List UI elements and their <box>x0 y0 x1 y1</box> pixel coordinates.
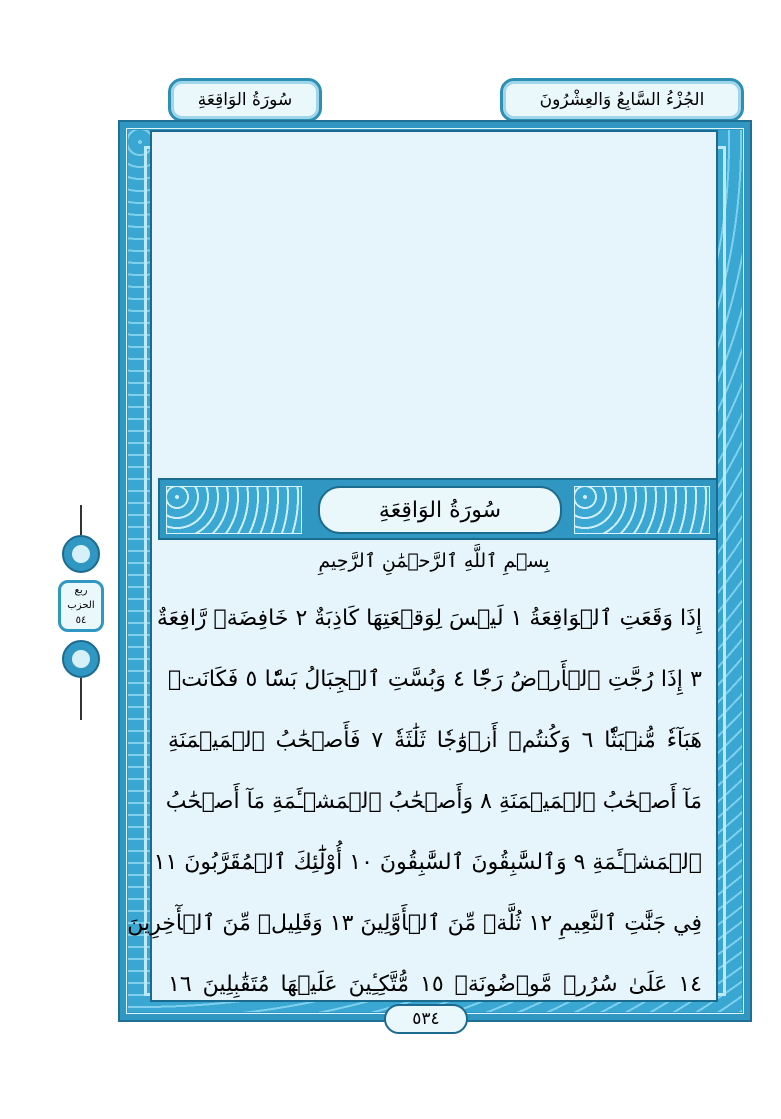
page-number-cartouche <box>384 1004 468 1034</box>
band-ornament-left <box>166 486 302 534</box>
surah-header-title: سُورَةُ الوَاقِعَةِ <box>197 90 293 110</box>
hizb-marker <box>58 580 104 632</box>
side-medallion-top <box>62 535 100 573</box>
hizb-marker-quarter: ربع <box>74 585 88 596</box>
surah-title-cartouche <box>318 486 562 534</box>
side-marker-line-top <box>80 505 82 535</box>
verse-line: ١٤ عَلَىٰ سُرُرٖ مَّوۡضُونَةٖ ١٥ مُّتَّكِـِٔينَ عَلَيۡهَا مُتَقَٰبِلِينَ ١٦ <box>168 972 702 997</box>
page-number: ٥٣٤ <box>412 1009 440 1029</box>
juz-header <box>500 78 744 122</box>
hizb-marker-number: ٥٤ <box>75 615 87 626</box>
verse-line: ٣ إِذَا رُجَّتِ ٱلۡأَرۡضُ رَجّٗا ٤ وَبُسَّتِ ٱلۡجِبَالُ بَسّٗا ٥ فَكَانَتۡ <box>168 667 702 692</box>
side-medallion-bottom <box>62 640 100 678</box>
basmala: بِسۡمِ ٱللَّهِ ٱلرَّحۡمَٰنِ ٱلرَّحِيمِ <box>318 550 550 572</box>
verse-line: ٱلۡمَشۡـَٔمَةِ ٩ وَٱلسَّٰبِقُونَ ٱلسَّٰبِقُونَ ١٠ أُوْلَٰٓئِكَ ٱلۡمُقَرَّبُونَ ١١ <box>153 850 702 875</box>
verse-line: مَآ أَصۡحَٰبُ ٱلۡمَيۡمَنَةِ ٨ وَأَصۡحَٰبُ ٱلۡمَشۡـَٔمَةِ مَآ أَصۡحَٰبُ <box>165 789 702 814</box>
surah-title: سُورَةُ الوَاقِعَةِ <box>378 497 502 523</box>
band-ornament-right <box>574 486 710 534</box>
verse-line: إِذَا وَقَعَتِ ٱلۡوَاقِعَةُ ١ لَيۡسَ لِوَقۡعَتِهَا كَاذِبَةٌ ٢ خَافِضَةٞ رَّافِعَةٌ <box>156 606 702 631</box>
juz-title: الجُزْءُ السَّابِعُ وَالعِشْرُونَ <box>539 90 705 110</box>
side-marker-line-bottom <box>80 678 82 720</box>
surah-title-band <box>158 478 718 540</box>
verse-line: فِي جَنَّٰتِ ٱلنَّعِيمِ ١٢ ثُلَّةٞ مِّنَ ٱلۡأَوَّلِينَ ١٣ وَقَلِيلٞ مِّنَ ٱلۡأٓخِرِينَ <box>127 911 702 936</box>
surah-header <box>168 78 322 122</box>
hizb-marker-label: الحزب <box>67 600 95 611</box>
verse-line: هَبَآءٗ مُّنۢبَثّٗا ٦ وَكُنتُمۡ أَزۡوَٰجٗا ثَلَٰثَةٗ ٧ فَأَصۡحَٰبُ ٱلۡمَيۡمَنَةِ <box>168 728 702 753</box>
verse-lines <box>127 588 702 1015</box>
